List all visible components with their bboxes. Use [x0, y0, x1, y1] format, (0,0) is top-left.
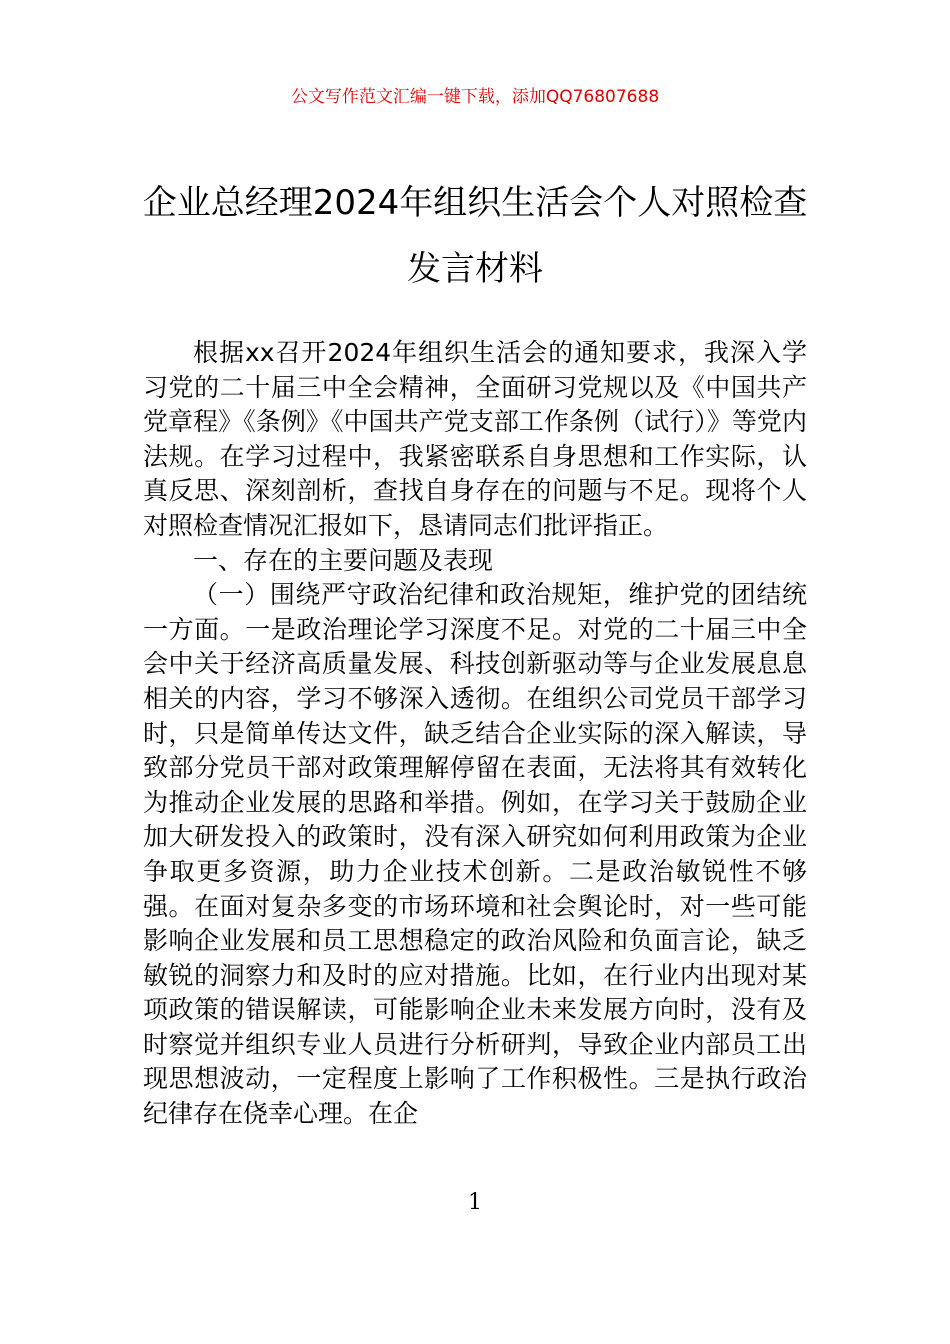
document-title: 企业总经理2024年组织生活会个人对照检查发言材料 [142, 183, 808, 289]
page-number: 1 [468, 1190, 482, 1215]
intro-paragraph: 根据xx召开2024年组织生活会的通知要求，我深入学习党的二十届三中全会精神，全面研习党规以及《中国共产党章程》《条例》《中国共产党支部工作条例（试行）》等党内法规。在学习过程中，我紧密联系自身思想和工作实际，认真反思、深刻剖析，查找自身存在的问题与不足。现将个人对照检查情况汇报如下，恳请同志们批评指正。 [143, 338, 807, 540]
download-promo-note: 公文写作范文汇编一键下载，添加QQ76807688 [290, 87, 660, 107]
document-body [143, 336, 807, 1132]
subsection-paragraph-1: （一）围绕严守政治纪律和政治规矩，维护党的团结统一方面。一是政治理论学习深度不足。对党的二十届三中全会中关于经济高质量发展、科技创新驱动等与企业发展息息相关的内容，学习不够深入透彻。在组织公司党员干部学习时，只是简单传达文件，缺乏结合企业实际的深入解读，导致部分党员干部对政策理解停留在表面，无法将其有效转化为推动企业发展的思路和举措。例如，在学习关于鼓励企业加大研发投入的政策时，没有深入研究如何利用政策为企业争取更多资源，助力企业技术创新。二是政治敏锐性不够强。在面对复杂多变的市场环境和社会舆论时，对一些可能影响企业发展和员工思想稳定的政治风险和负面言论，缺乏敏锐的洞察力和及时的应对措施。比如，在行业内出现对某项政策的错误解读，可能影响企业未来发展方向时，没有及时察觉并组织专业人员进行分析研判，导致企业内部员工出现思想波动，一定程度上影响了工作积极性。三是执行政治纪律存在侥幸心理。在企 [143, 580, 807, 1129]
section-heading-1: 一、存在的主要问题及表现 [193, 545, 494, 575]
